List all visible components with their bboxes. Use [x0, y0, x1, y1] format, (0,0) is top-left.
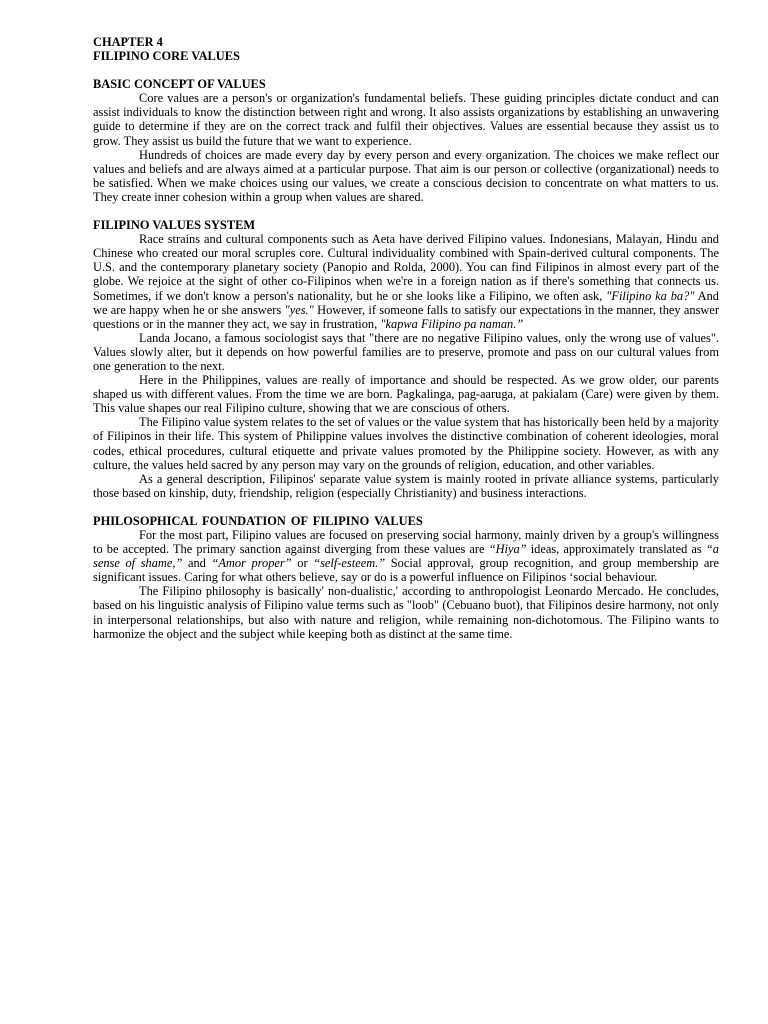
- italic-phrase: “Amor proper”: [211, 556, 292, 571]
- text-run: Social approval, group recognition, and group membership are significant issues. Caring for what others believe, say or do is a powerful influence on Filipinos ‘social behaviour.: [93, 556, 720, 585]
- chapter-header: [93, 35, 719, 63]
- italic-phrase: "yes.": [284, 302, 314, 317]
- italic-phrase: "kapwa Filipino pa naman.”: [380, 316, 524, 331]
- text-run: However, if someone falls to satisfy our expectations in the manner, they answer questions or in the manner they act, we say in frustration,: [93, 302, 719, 331]
- text-run: For the most part, Filipino values are focused on preserving social harmony, mainly driven by a group's willingness to be accepted. The primary sanction against diverging from these values are: [93, 528, 719, 557]
- paragraph: [93, 91, 719, 147]
- text-run: and: [182, 556, 212, 571]
- text-run: The Filipino value system relates to the set of values or the value system that has historically been held by a majority of Filipinos in their life. This system of Philippine values involves the distinctive combination of coherent ideologies, moral codes, ethical procedures, cultural etiquette and private values promoted by the Philippine society. However, as with any culture, the values held sacred by any person may vary on the grounds of religion, education, and other variables.: [93, 415, 719, 472]
- paragraph: [93, 148, 719, 204]
- chapter-number: CHAPTER 4: [93, 35, 163, 49]
- section-basic-concept: [93, 77, 719, 204]
- paragraph: [93, 415, 719, 471]
- chapter-title: FILIPINO CORE VALUES: [93, 49, 240, 64]
- section-title: FILIPINO VALUES SYSTEM: [93, 218, 256, 233]
- section-values-system: [93, 218, 719, 500]
- text-run: And we are happy when he or she answers: [93, 288, 719, 317]
- section-title: PHILOSOPHICAL FOUNDATION OF FILIPINO VALUES: [93, 513, 423, 528]
- text-run: Race strains and cultural components such as Aeta have derived Filipino values. Indonesians, Malayan, Hindu and Chinese who created our moral scruples core. Cultural individuality combined with Spain-derived cultural components. The U.S. and the contemporary planetary society (Panopio and Rolda, 2000). You can find Filipinos in almost every part of the globe. We rejoice at the sight of other co-Filipinos when we're in a foreign nation as if there's something that connects us. Sometimes, if we don't know a person's nationality, but he or she looks like a Filipino, we often ask,: [93, 232, 719, 303]
- text-run: Core values are a person's or organization's fundamental beliefs. These guiding principles dictate conduct and can assist individuals to know the distinction between right and wrong. It also assists organizations by establishing an unwavering guide to determine if they are on the correct track and fulfil their objectives. Values are essential because they assist us to grow. They assist us build the future that we want to experience.: [93, 91, 719, 148]
- text-run: Landa Jocano, a famous sociologist says that "there are no negative Filipino values, only the wrong use of values". Values slowly alter, but it depends on how powerful families are to preserve, promote and pass on our cultural values from one generation to the next.: [93, 330, 719, 373]
- italic-phrase: “a sense of shame,”: [93, 542, 719, 571]
- text-run: ideas, approximately translated as: [526, 542, 706, 557]
- section-philosophical-foundation: [93, 514, 719, 641]
- paragraph: [93, 528, 719, 584]
- document-page: [93, 35, 719, 655]
- italic-phrase: "Filipino ka ba?": [606, 288, 695, 303]
- paragraph: [93, 584, 719, 640]
- section-title: BASIC CONCEPT OF VALUES: [93, 77, 266, 92]
- italic-phrase: “Hiya”: [488, 542, 527, 557]
- text-run: As a general description, Filipinos' separate value system is mainly rooted in private alliance systems, particularly those based on kinship, duty, friendship, religion (especially Christianity) and business interactions.: [93, 471, 719, 500]
- text-run: Here in the Philippines, values are really of importance and should be respected. As we grow older, our parents shaped us with different values. From the time we are born. Pagkalinga, pag-aaruga, at pakialam (Care) were given by them. This value shapes our real Filipino culture, showing that we are conscious of others.: [93, 373, 719, 416]
- text-run: The Filipino philosophy is basically' non-dualistic,' according to anthropologist Leonardo Mercado. He concludes, based on his linguistic analysis of Filipino value terms such as "loob" (Cebuano buot), that Filipinos desire harmony, not only in interpersonal relationships, but also with nature and religion, while remaining non-dichotomous. The Filipino wants to harmonize the object and the subject while keeping both as distinct at the same time.: [93, 584, 719, 641]
- italic-phrase: “self-esteem.”: [313, 556, 386, 571]
- paragraph: [93, 472, 719, 500]
- paragraph: [93, 232, 719, 331]
- paragraph: [93, 373, 719, 415]
- text-run: Hundreds of choices are made every day by every person and every organization. The choices we make reflect our values and beliefs and are always aimed at a particular purpose. That aim is our person or collective (organizational) needs to be satisfied. When we make choices using our values, we create a conscious decision to concentrate on what matters to us. They create inner cohesion within a group when values are shared.: [93, 147, 719, 204]
- paragraph: [93, 331, 719, 373]
- text-run: or: [291, 556, 314, 571]
